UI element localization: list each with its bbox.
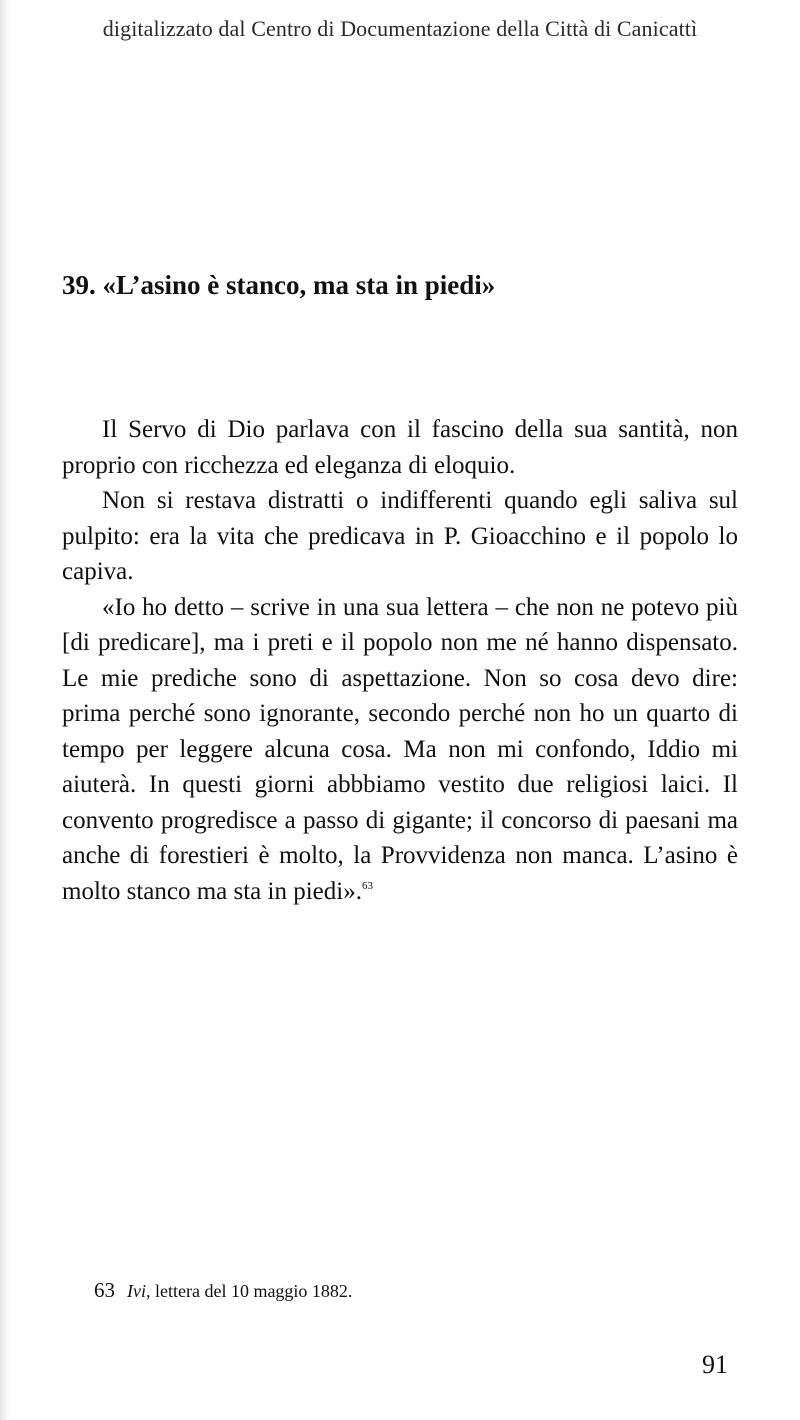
footnote-text: lettera del 10 maggio 1882.	[150, 1281, 353, 1301]
paragraph-1: Il Servo di Dio parlava con il fascino della sua santità, non proprio con ricchezza ed eleganza di eloquio.	[62, 416, 738, 479]
footnote	[94, 1278, 352, 1303]
chapter-title: 39. «L’asino è stanco, ma sta in piedi»	[62, 270, 496, 300]
footnote-reference[interactable]: 63	[361, 879, 373, 892]
paragraph-3	[62, 590, 738, 910]
footnote-number: 63	[94, 1278, 115, 1302]
footnote-ivi: Ivi,	[127, 1281, 151, 1301]
body-text	[62, 412, 738, 909]
paragraph-2: Non si restava distratti o indifferenti quando egli saliva sul pulpito: era la vita che predicava in P. Gioacchino e il popolo lo capiva.	[62, 487, 738, 585]
paragraph-3-text: «Io ho detto – scrive in una sua lettera – che non ne potevo più [di predicare], ma i preti e il popolo non me né hanno dispensato. Le mie prediche sono di aspettazione. Non so cosa devo dire: prima perché sono ignorante, secondo perché non ho un quarto di tempo per leggere alcuna cosa. Ma non mi confondo, Iddio mi aiuterà. In questi giorni abbbiamo vestito due religiosi laici. Il convento progredisce a passo di gigante; il concorso di paesani ma anche di forestieri è molto, la Provvidenza non manca. L’asino è molto stanco ma sta in piedi».	[62, 593, 738, 905]
page-edge-shadow	[0, 0, 10, 1420]
digitization-watermark: digitalizzato dal Centro di Documentazione della Città di Canicattì	[102, 16, 698, 41]
page-number: 91	[702, 1350, 728, 1379]
